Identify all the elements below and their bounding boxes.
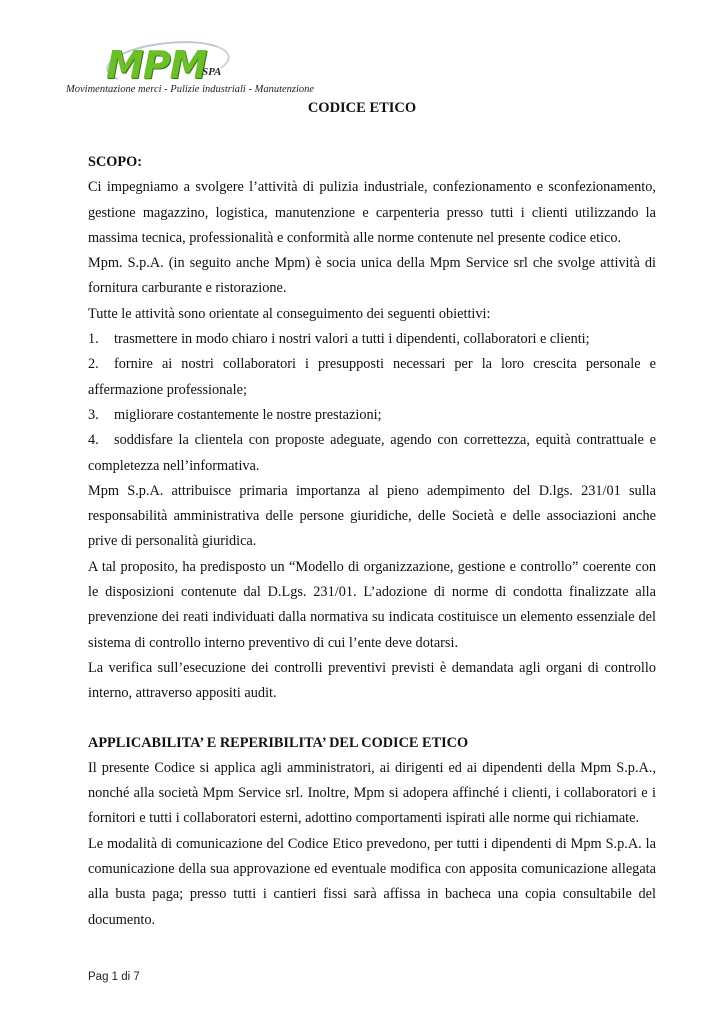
paragraph: Il presente Codice si applica agli amministratori, ai dirigenti ed ai dipendenti della Mpm S.p.A., nonché alla società Mpm Service srl. Inoltre, Mpm si adopera affinché i clienti, i collaboratori e i fornitori e tutti i collaboratori esterni, adottino comportamenti ispirati alle norme qui richiamate. bbox=[88, 759, 656, 827]
paragraph: A tal proposito, ha predisposto un “Modello di organizzazione, gestione e controllo” coerente con le disposizioni contenute dal D.Lgs. 231/01. L’adozione di norme di condotta finalizzate alla prevenzione dei reati individuati dalla normativa su indicata costituisce un elemento essenziale del sistema di controllo interno preventivo di cui l’ente deve dotarsi. bbox=[88, 558, 656, 651]
list-text: trasmettere in modo chiaro i nostri valori a tutti i dipendenti, collaboratori e clienti; bbox=[114, 331, 590, 348]
list-number: 4. bbox=[88, 432, 99, 449]
section-heading-applicabilita: APPLICABILITA’ E REPERIBILITA’ DEL CODICE ETICO bbox=[88, 734, 469, 751]
paragraph: Mpm S.p.A. attribuisce primaria importanza al pieno adempimento del D.lgs. 231/01 sulla responsabilità amministrativa delle persone giuridiche, delle Società e delle associazioni anche prive di personalità giuridica. bbox=[88, 482, 656, 550]
paragraph: Tutte le attività sono orientate al conseguimento dei seguenti obiettivi: bbox=[88, 305, 491, 322]
paragraph: Le modalità di comunicazione del Codice Etico prevedono, per tutti i dipendenti di Mpm S.p.A. la comunicazione della sua approvazione ed eventuale modifica con apposita comunicazione allegata alla busta paga; presso tutti i cantieri fissi sarà affissa in bacheca una copia consultabile del documento. bbox=[88, 835, 656, 928]
document-body bbox=[88, 150, 656, 933]
list-text: soddisfare la clientela con proposte adeguate, agendo con correttezza, equità contrattuale e completezza nell’informativa. bbox=[88, 432, 656, 474]
paragraph: Mpm. S.p.A. (in seguito anche Mpm) è socia unica della Mpm Service srl che svolge attività di fornitura carburante e ristorazione. bbox=[88, 255, 656, 297]
spacer bbox=[88, 707, 656, 731]
list-number: 1. bbox=[88, 331, 99, 348]
list-item bbox=[88, 352, 656, 403]
document-title: CODICE ETICO bbox=[307, 100, 417, 116]
logo-suffix: SPA bbox=[202, 66, 222, 78]
list-item bbox=[88, 327, 656, 352]
list-text: fornire ai nostri collaboratori i presupposti necessari per la loro crescita personale e affermazione professionale; bbox=[88, 356, 656, 398]
list-item bbox=[88, 403, 656, 428]
logo-mark: MPM bbox=[106, 43, 207, 87]
paragraph: Ci impegniamo a svolgere l’attività di pulizia industriale, confezionamento e sconfezionamento, gestione magazzino, logistica, manutenzione e carpenteria presso tutti i clienti utilizzando la massima tecnica, professionalità e conformità alle norme contenute nel presente codice etico. bbox=[88, 179, 656, 246]
page-number: Pag 1 di 7 bbox=[88, 971, 140, 983]
paragraph: La verifica sull’esecuzione dei controlli preventivi previsti è demandata agli organi di controllo interno, attraverso appositi audit. bbox=[88, 659, 656, 702]
list-number: 2. bbox=[88, 356, 99, 373]
list-number: 3. bbox=[88, 406, 99, 423]
company-logo bbox=[66, 40, 315, 102]
section-heading-scopo: SCOPO: bbox=[88, 154, 143, 170]
logo-tagline: Movimentazione merci - Pulizie industriali - Manutenzione bbox=[66, 84, 315, 95]
list-text: migliorare costantemente le nostre prestazioni; bbox=[114, 406, 382, 423]
list-item bbox=[88, 428, 656, 479]
